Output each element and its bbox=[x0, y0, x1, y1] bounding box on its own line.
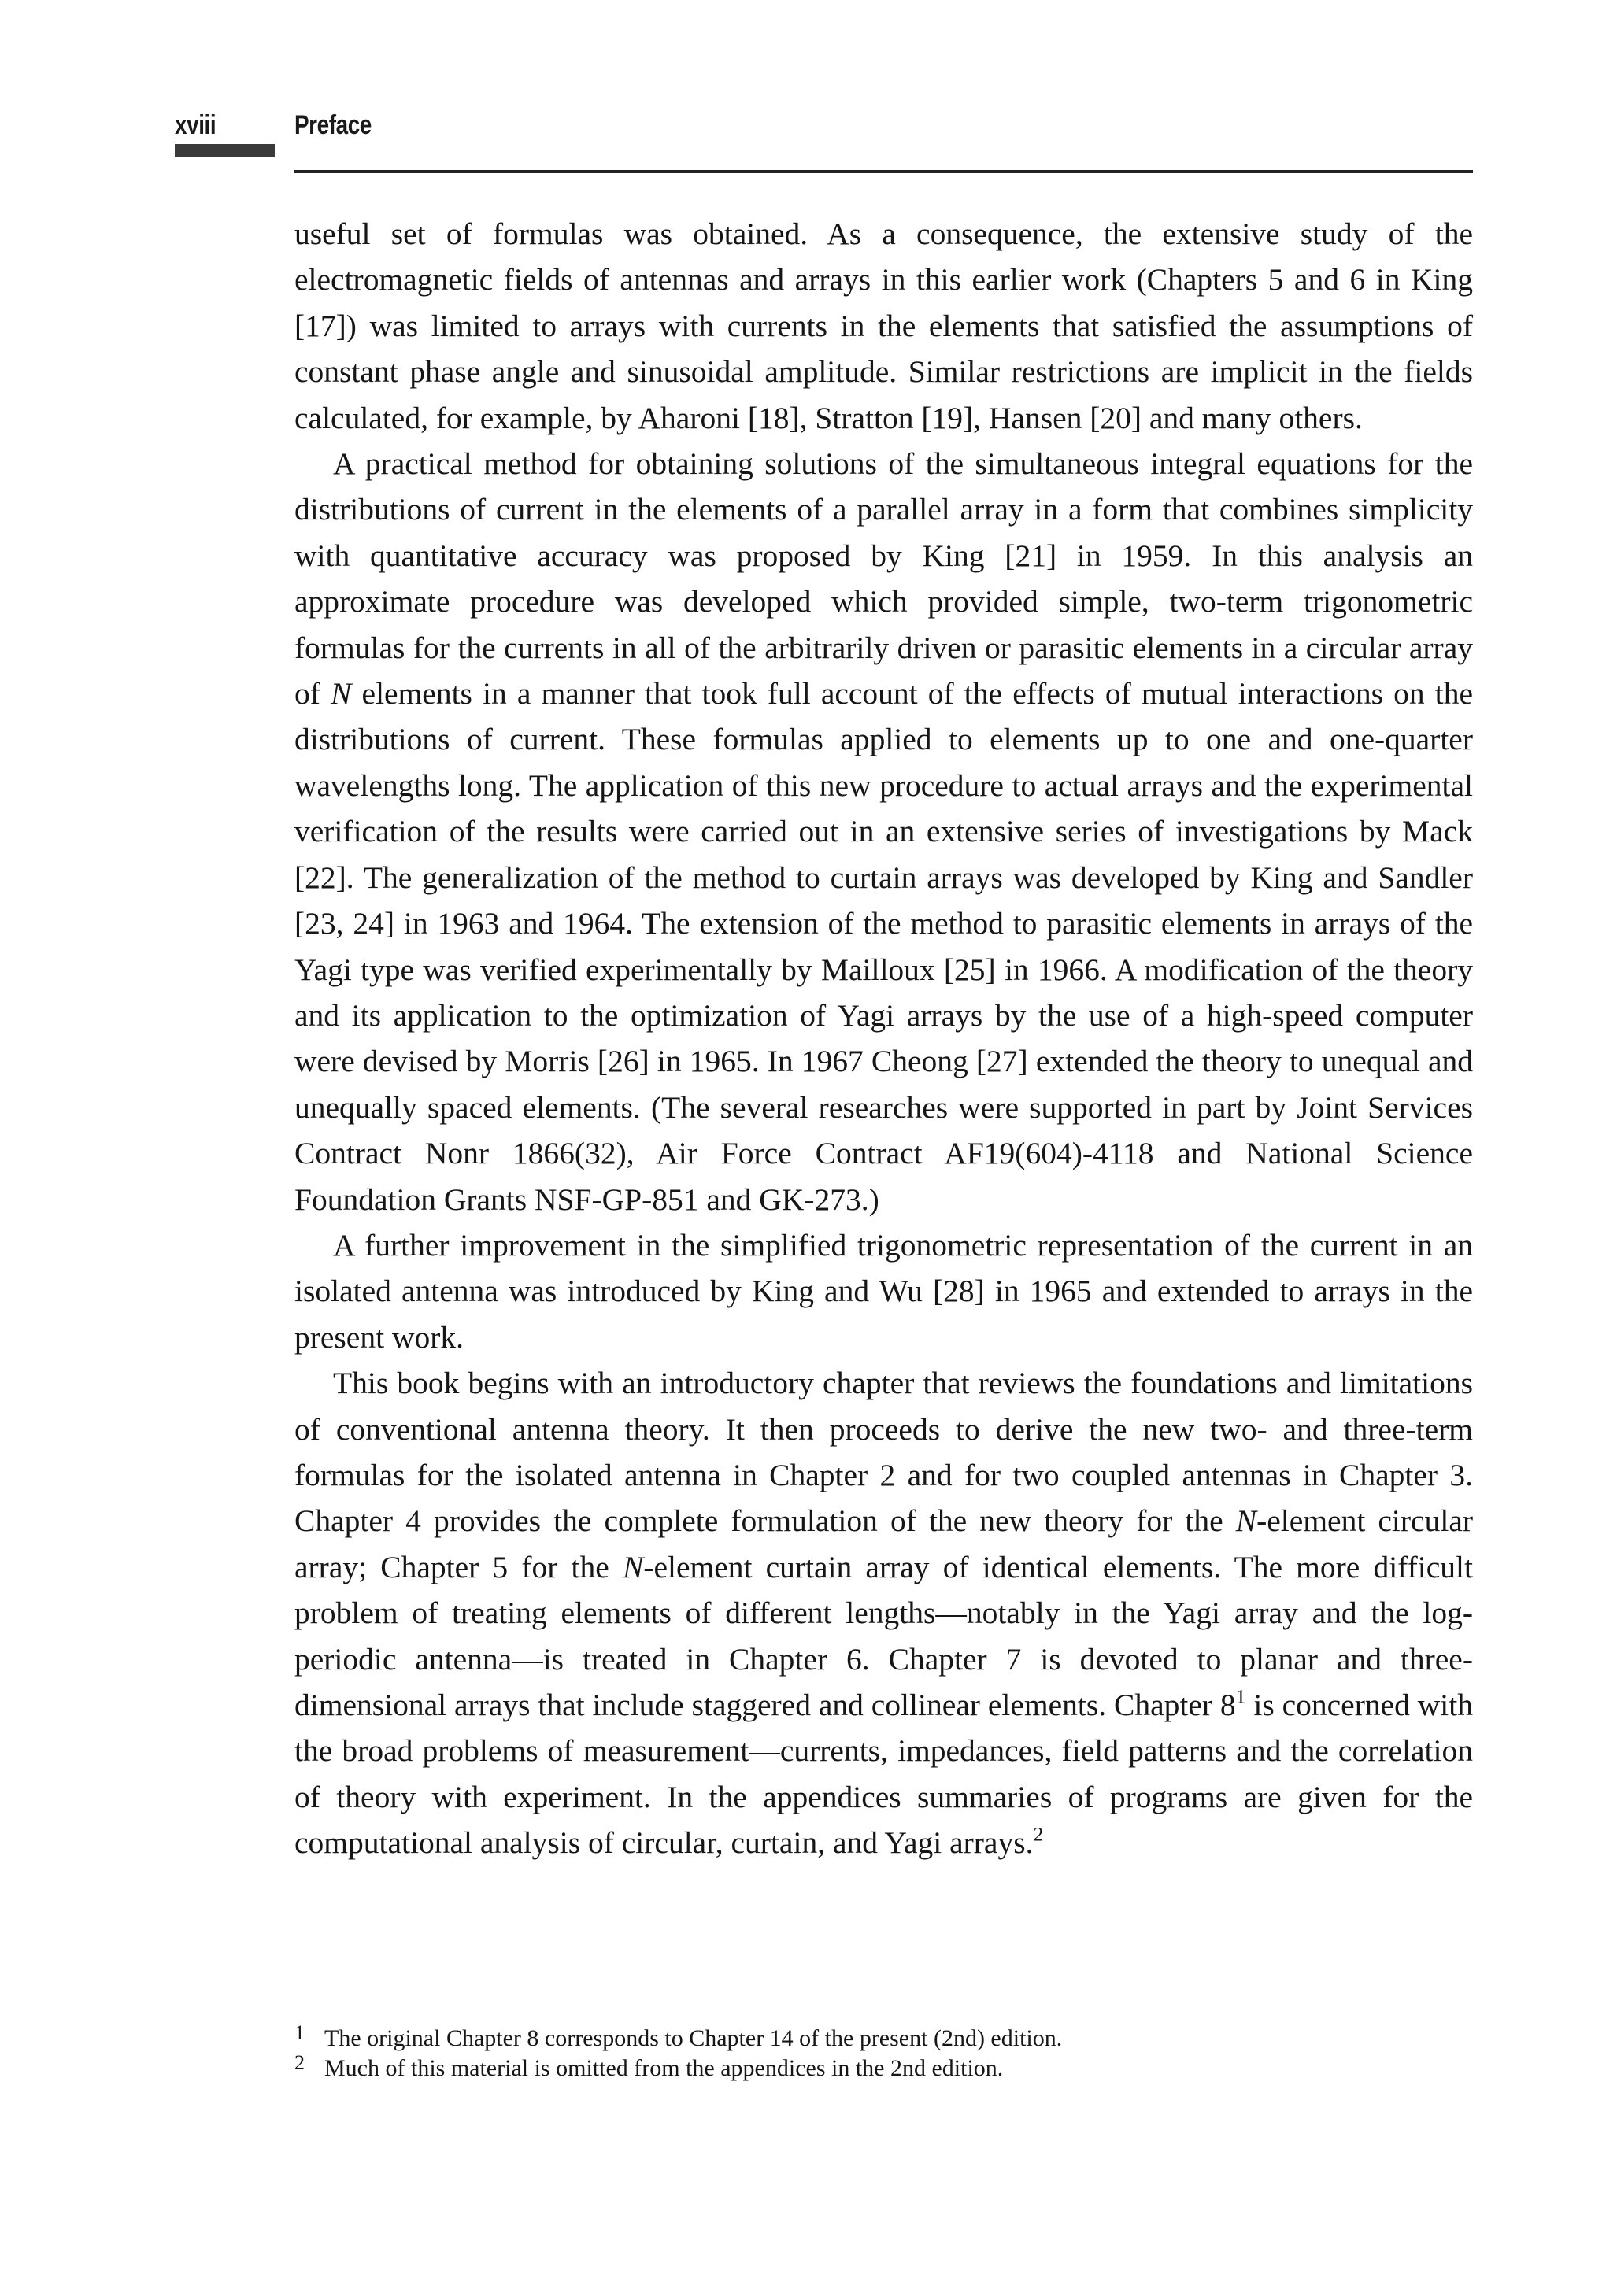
body-text bbox=[294, 211, 1473, 1866]
running-title: Preface bbox=[294, 110, 372, 140]
paragraph-3-text: A further improvement in the simplified trigonometric representation of the current in an isolated antenna was introduced by King and Wu [28] in 1965 and extended to arrays in the present work. bbox=[294, 1227, 1473, 1355]
footnote-mark: 2 bbox=[294, 2051, 305, 2074]
footnotes bbox=[294, 2021, 1473, 2083]
paragraph-4-text-a: This book begins with an introductory chapter that reviews the foundations and limitations of conventional antenna theory. It then proceeds to derive the new two- and three-term formulas for the isolated antenna in Chapter 2 and for two coupled antennas in Chapter 3. Chapter 4 provides the complete formulation of the new theory for the bbox=[294, 1366, 1473, 1539]
footnote-1 bbox=[294, 2021, 1473, 2054]
paragraph-2 bbox=[294, 441, 1473, 1222]
header-rule bbox=[294, 170, 1473, 173]
variable-n: N bbox=[622, 1549, 644, 1584]
variable-n: N bbox=[1235, 1503, 1257, 1539]
footnote-ref-2[interactable]: 2 bbox=[1033, 1822, 1044, 1846]
paragraph-1-text: useful set of formulas was obtained. As a consequence, the extensive study of the electromagnetic fields of antennas and arrays in this earlier work (Chapters 5 and 6 in King [17]) was limited to arrays with currents in the elements that satisfied the assumptions of constant phase angle and sinusoidal amplitude. Similar restrictions are implicit in the fields calculated, for example, by Aharoni [18], Stratton [19], Hansen [20] and many others. bbox=[294, 216, 1473, 435]
paragraph-2-text-a: A practical method for obtaining solutions of the simultaneous integral equations for the distributions of current in the elements of a parallel array in a form that combines simplicity with quantitative accuracy was proposed by King [21] in 1959. In this analysis an approximate procedure was developed which provided simple, two-term trigonometric formulas for the currents in all of the arbitrarily driven or parasitic elements in a circular array of bbox=[294, 446, 1473, 712]
paragraph-4-text-d: is concerned with the broad problems of measurement—currents, impedances, field patterns and the correlation of theory with experiment. In the appendices summaries of programs are given for the computational analysis of circular, curtain, and Yagi arrays. bbox=[294, 1688, 1473, 1861]
paragraph-3 bbox=[294, 1222, 1473, 1360]
paragraph-4-text-c: -element curtain array of identical elements. The more difficult problem of treating elements of different lengths—notably in the Yagi array and the log-periodic antenna—is treated in Chapter 6. Chapter 7 is devoted to planar and three-dimensional arrays that include staggered and collinear elements. Chapter 8 bbox=[294, 1549, 1473, 1722]
footnote-mark: 1 bbox=[294, 2021, 305, 2044]
footnote-text: Much of this material is omitted from the appendices in the 2nd edition. bbox=[324, 2055, 1004, 2081]
footnote-2 bbox=[294, 2051, 1473, 2083]
running-head bbox=[0, 0, 1617, 181]
page-number-bar bbox=[175, 144, 275, 157]
paragraph-4-text-b: -element circular array; Chapter 5 for the bbox=[294, 1503, 1474, 1584]
paragraph-4 bbox=[294, 1360, 1473, 1865]
paragraph-2-text-b: elements in a manner that took full account of the effects of mutual interactions on the distributions of current. These formulas applied to elements up to one and one-quarter wavelengths long. The application of this new procedure to actual arrays and the experimental verification of the results were carried out in an extensive series of investigations by Mack [22]. The generalization of the method to curtain arrays was developed by King and Sandler [23, 24] in 1963 and 1964. The extension of the method to parasitic elements in arrays of the Yagi type was verified experimentally by Mailloux [25] in 1966. A modification of the theory and its application to the optimization of Yagi arrays by the use of a high-speed computer were devised by Morris [26] in 1965. In 1967 Cheong [27] extended the theory to unequal and unequally spaced elements. (The several researches were supported in part by Joint Services Contract Nonr 1866(32), Air Force Contract AF19(604)-4118 and National Science Foundation Grants NSF-GP-851 and GK-273.) bbox=[294, 676, 1473, 1217]
footnote-ref-1[interactable]: 1 bbox=[1235, 1684, 1246, 1708]
page-number: xviii bbox=[175, 110, 216, 140]
variable-n: N bbox=[331, 676, 352, 712]
paragraph-1 bbox=[294, 211, 1473, 441]
footnote-text: The original Chapter 8 corresponds to Chapter 14 of the present (2nd) edition. bbox=[324, 2025, 1063, 2051]
